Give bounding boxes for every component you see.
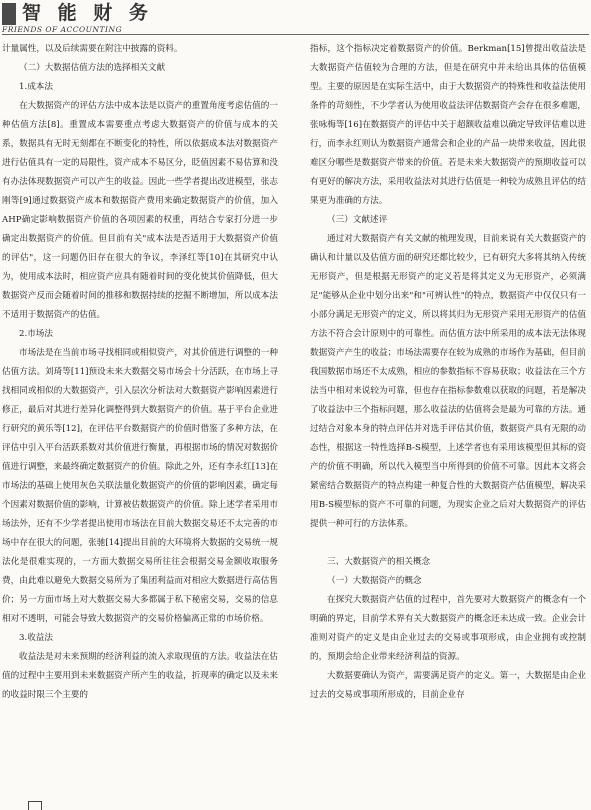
left-column bbox=[2, 40, 278, 705]
section-heading: （三）文献述评 bbox=[327, 215, 388, 225]
subsection-heading: （一）大数据资产的概念 bbox=[327, 576, 422, 586]
right-column bbox=[310, 40, 586, 705]
journal-logo-mark bbox=[2, 3, 16, 25]
paragraph: 在大数据资产的评估方法中成本法是以资产的重置角度考虑估值的一种估值方法[8]。重置成本需要重点考虑大数据资产的价值与成本的关系，数据具有无时无刻都在不断变化的特性，所以依据成本法对数据资产进行估值具有一定的局限性，资产成本不易区分，眨值因素不易估算和没有办法体现数据资产可以产生的收益。因此一些学者提出改进模型，张志刚等[9]通过数据资产成本和数据资产费用来确定数据资产的价值，加入AHP确定影响数据资产价值的各项因素的权重，再结合专家打分进一步确定出数据资产的价值。但目前有关"成本法是否适用于大数据资产价值的评估"，这一问题仍旧存在很大的争议，李泽红等[10]在其研究中认为，使用成本法时，相应资产应具有随着时间的变化使其价值降低，但大数据资产反而会随着时间的推移和数据持续的挖掘不断增加，所以成本法不适用于数据资产的估值。 bbox=[2, 101, 278, 320]
paragraph: 市场法是在当前市场寻找相同或相似资产，对其价值进行调整的一种估值方法。刘琦等[11]预设未来大数据交易市场会十分活跃，在市场上寻找相同或相似的大数据资产，引入层次分析法对大数据资产影响因素进行修正，最后对其进行差异化调整得到大数据资产的价值。基于平台企业进行研究的黄乐等[12]，在评估平台数据资产的价值时借鉴了多种方法，在评估中引入平台活跃系数对其价值进行衡量，再根据市场的情况对数据价值进行调整，来最终确定数据资产的价值。除此之外，还有李永红[13]在市场法的基础上使用灰色关联法量化数据资产的价值的影响因素，确定每个因素对数据价值的影响，计算被估数据资产的价值。除上述学者采用市场法外，还有不少学者提出使用市场法在目前大数据交易还不太完善的市场中存在很大的问题，张驰[14]提出目前的大环境将大数据的交易统一规法化是很难实现的，一方面大数据交易所往往会根据交易金额收取服务费，由此难以避免大数据交易所为了集团利益而对相应大数据进行高估售价；另一方面市场上对大数据交易大多都属于私下秘密交易，交易的信息相对不透明，可能会导致大数据资产的交易价格偏离正常的市场价格。 bbox=[2, 348, 278, 624]
journal-subtitle: FRIENDS OF ACCOUNTING bbox=[2, 25, 123, 34]
paragraph: 在探究大数据资产估值的过程中，首先要对大数据资产的概念有一个明确的界定，目前学术界有关大数据资产的概念还未达成一致。企业会计准则对资产的定义是由企业过去的交易或事项形成，由企业拥有或控制的，预期会给企业带来经济利益的资源。 bbox=[310, 595, 586, 662]
subsection-heading: 2.市场法 bbox=[19, 329, 53, 339]
subsection-heading: 3.收益法 bbox=[19, 633, 53, 643]
subsection-heading: 1.成本法 bbox=[19, 82, 53, 92]
paragraph: 计量属性，以及后续需要在附注中披露的资料。 bbox=[2, 44, 183, 54]
journal-header bbox=[0, 0, 591, 40]
spacer bbox=[310, 534, 586, 553]
paragraph: 收益法是对未来预期的经济利益的流入求取现值的方法。收益法在估值的过程中主要用到未来数据资产所产生的收益，折现率的确定以及未来的收益时限三个主要的 bbox=[2, 652, 278, 700]
paragraph: 指标，这个指标决定着数据资产的价值。Berkman[15]曾提出收益法是大数据资产估值较为合理的方法，但是在研究中并未给出具体的估值模型。主要的原因是在实际生活中，由于大数据资产的特殊性和收益法使用条件的苛刻性，不少学者认为使用收益法评估数据资产会存在很多难题，张咏梅等[16]在数据资产的评估中关于超额收益难以确定导致评估难以进行，而李永红则认为数据资产通常会和企业的产品一块带来收益，因此很难区分哪些是数据资产带来的价值。若是未来大数据资产的预期收益可以有更好的解决方法，采用收益法对其进行估值是一种较为成熟且评估的结果更为准确的方法。 bbox=[310, 44, 586, 206]
journal-title: 智 能 财 务 bbox=[22, 2, 153, 24]
paragraph: 大数据要确认为资产，需要满足资产的定义。第一，大数据是由企业过去的交易或事项所形成的，目前企业存 bbox=[310, 671, 586, 700]
section-heading: （二）大数据估值方法的选择相关文献 bbox=[19, 63, 166, 73]
paragraph: 通过对大数据资产有关文献的梳理发现，目前来说有关大数据资产的确认和计量以及估值方面的研究还都比较少，已有研究大多将其纳入传统无形资产，但是根据无形资产的定义若是将其定义为无形资产，必须满足"能够从企业中划分出来"和"可辨认性"的特点，数据资产中仅仅只有一小部分满足无形资产的定义，所以将其归为无形资产采用无形资产的估值方法不符合会计原则中的可靠性。而估值方法中所采用的成本法无法体现数据资产产生的收益；市场法需要存在较为成熟的市场作为基础，但目前我国数据市场还不太成熟，相应的参数指标不容易获取；收益法在三个方法当中相对来说较为可靠，但也存在指标参数难以获取的问题，若是解决了收益法中三个指标问题，那么收益法的估值将会是最为可靠的方法。通过结合对象本身的特点评估并对选手评估其价值，数据资产具有无限的动态性，根据这一特性选择B-S模型，上述学者也有采用该模型但其标的资产的价值不明确，所以代入模型当中所得到的价值不可靠。因此本文将会紧密结合数据资产的特点构建一种复合性的大数据资产估值模型，解决采用B-S模型标的资产不可靠的问题，为现实企业之后对大数据资产的评估提供一种可行的方法体系。 bbox=[310, 234, 586, 529]
header-rule bbox=[2, 34, 589, 35]
section-heading: 三、大数据资产的相关概念 bbox=[327, 557, 431, 567]
